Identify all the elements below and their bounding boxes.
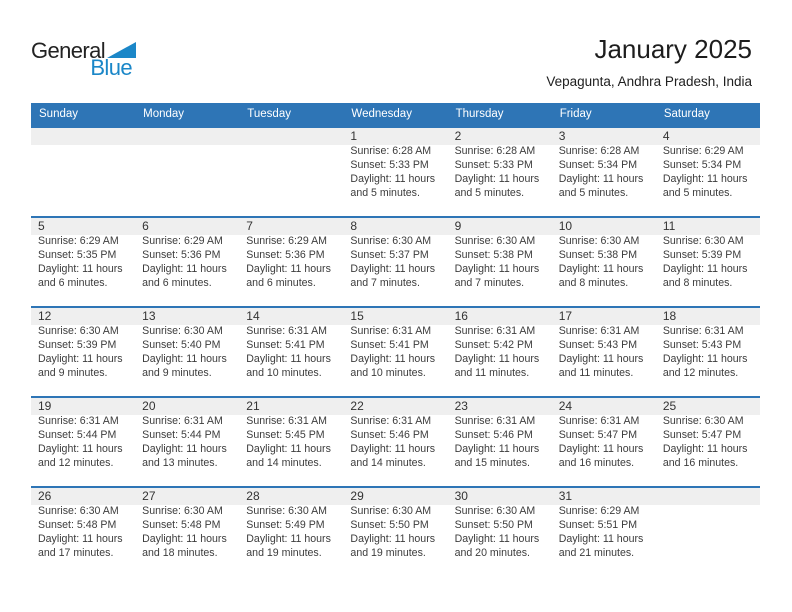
sun-info-line: Sunrise: 6:30 AM [350, 505, 432, 517]
sun-info-line: and 8 minutes. [558, 276, 629, 289]
sun-info-line: Sunset: 5:36 PM [142, 248, 221, 261]
sun-info-line: Daylight: 11 hours [142, 352, 227, 365]
sun-info-line: Sunrise: 6:30 AM [662, 415, 744, 427]
day-number: 23 [454, 399, 468, 413]
sun-info-line: and 9 minutes. [38, 366, 108, 379]
day-number [663, 488, 756, 505]
sun-info-line: and 14 minutes. [246, 456, 322, 469]
sun-info-line: Sunrise: 6:29 AM [142, 235, 223, 247]
sun-info-line: Sunset: 5:36 PM [246, 248, 325, 261]
sun-info-line: and 12 minutes. [662, 366, 739, 379]
sun-info-line: and 6 minutes. [246, 276, 316, 289]
day-number: 8 [350, 219, 358, 233]
sun-info-line: and 12 minutes. [38, 456, 114, 469]
day-number: 13 [142, 309, 156, 323]
sun-info-line: and 6 minutes. [142, 276, 212, 289]
day-cell [656, 308, 760, 396]
week-row [31, 216, 760, 306]
sun-info-line: Daylight: 11 hours [454, 532, 540, 545]
sun-info-line: Sunset: 5:44 PM [38, 428, 117, 441]
sun-info-line: Sunrise: 6:31 AM [350, 325, 432, 337]
day-number: 4 [662, 129, 670, 143]
logo-text-general: General [31, 38, 106, 63]
empty-day-cell [656, 488, 760, 576]
day-cell [656, 218, 760, 306]
sun-info-line: Sunset: 5:38 PM [558, 248, 638, 261]
sun-info-line: Sunset: 5:39 PM [662, 248, 742, 261]
sun-info-line: Sunrise: 6:30 AM [38, 325, 119, 337]
weekday-friday: Friday [559, 108, 592, 120]
day-cell [552, 218, 656, 306]
sun-info-line: Sunset: 5:46 PM [454, 428, 533, 441]
empty-day-cell [135, 128, 239, 216]
day-cell [552, 128, 656, 216]
sun-info-line: Sunrise: 6:31 AM [350, 415, 432, 427]
sun-info-line: Sunrise: 6:31 AM [142, 415, 223, 427]
sun-info-line: Sunrise: 6:30 AM [662, 235, 744, 247]
sun-info-line: Sunset: 5:41 PM [246, 338, 325, 351]
sun-info-line: and 17 minutes. [38, 546, 114, 559]
day-number: 6 [142, 219, 149, 233]
sun-info-line: Daylight: 11 hours [454, 262, 540, 275]
sun-info-line: Sunrise: 6:29 AM [558, 505, 640, 517]
day-number: 25 [662, 399, 677, 413]
empty-day-cell [239, 128, 343, 216]
sun-info-line: Sunset: 5:51 PM [558, 518, 638, 531]
day-number: 9 [454, 219, 462, 233]
sun-info-line: Sunset: 5:44 PM [142, 428, 221, 441]
sun-info-line: Sunrise: 6:30 AM [38, 505, 119, 517]
sun-info-line: Daylight: 11 hours [558, 532, 644, 545]
month-title: January 2025 [594, 34, 752, 64]
day-cell [448, 218, 552, 306]
sun-info-line: Sunrise: 6:29 AM [662, 145, 744, 157]
sun-info-line: and 21 minutes. [558, 546, 635, 559]
sun-info-line: Sunrise: 6:31 AM [662, 325, 744, 337]
sun-info-line: Daylight: 11 hours [662, 262, 748, 275]
day-number: 7 [246, 219, 253, 233]
day-number: 27 [142, 489, 156, 503]
day-number: 31 [558, 489, 573, 503]
sun-info-line: Sunset: 5:40 PM [142, 338, 221, 351]
day-cell [656, 398, 760, 486]
day-number: 5 [38, 219, 45, 233]
day-cell [31, 308, 135, 396]
sun-info-line: Sunset: 5:45 PM [246, 428, 325, 441]
sun-info-line: and 16 minutes. [558, 456, 635, 469]
sun-info-line: Sunrise: 6:31 AM [558, 325, 640, 337]
sun-info-line: Sunrise: 6:28 AM [558, 145, 640, 157]
sun-info-line: Daylight: 11 hours [142, 442, 227, 455]
sun-info-line: Daylight: 11 hours [142, 532, 227, 545]
sun-info-line: Sunrise: 6:29 AM [38, 235, 119, 247]
week-row [31, 486, 760, 576]
day-cell [552, 488, 656, 576]
location-subtitle: Vepagunta, Andhra Pradesh, India [546, 74, 752, 89]
sun-info-line: Sunrise: 6:30 AM [246, 505, 327, 517]
sun-info-line: Sunrise: 6:30 AM [558, 235, 640, 247]
sun-info-line: and 11 minutes. [558, 366, 634, 379]
sun-info-line: and 18 minutes. [142, 546, 218, 559]
day-cell [343, 218, 447, 306]
day-number: 30 [454, 489, 468, 503]
sun-info-line: Sunset: 5:38 PM [454, 248, 533, 261]
sun-info-line: and 5 minutes. [454, 186, 525, 199]
day-cell [239, 218, 343, 306]
sun-info-line: Daylight: 11 hours [662, 352, 748, 365]
calendar-weeks [31, 126, 760, 576]
day-cell [135, 218, 239, 306]
sun-info-line: and 20 minutes. [454, 546, 530, 559]
day-number: 22 [350, 399, 364, 413]
sun-info-line: Daylight: 11 hours [246, 352, 331, 365]
weekday-tuesday: Tuesday [247, 108, 291, 120]
day-cell [552, 398, 656, 486]
day-number: 12 [38, 309, 52, 323]
sun-info-line: Sunset: 5:33 PM [454, 158, 533, 171]
empty-day-cell [31, 128, 135, 216]
sun-info-line: and 15 minutes. [454, 456, 530, 469]
sun-info-line: Sunrise: 6:28 AM [350, 145, 432, 157]
day-number: 10 [558, 219, 573, 233]
sun-info-line: Sunset: 5:43 PM [662, 338, 742, 351]
day-number: 21 [246, 399, 260, 413]
day-cell [343, 128, 447, 216]
day-cell [552, 308, 656, 396]
day-number: 1 [350, 129, 358, 143]
sun-info-line: Daylight: 11 hours [662, 172, 748, 185]
day-cell [31, 218, 135, 306]
day-cell [448, 488, 552, 576]
sun-info-line: Sunrise: 6:31 AM [558, 415, 640, 427]
sun-info-line: Daylight: 11 hours [454, 442, 540, 455]
day-cell [343, 488, 447, 576]
day-cell [343, 308, 447, 396]
sun-info-line: Sunrise: 6:29 AM [246, 235, 327, 247]
weekday-wednesday: Wednesday [351, 108, 412, 120]
sun-info-line: Daylight: 11 hours [246, 442, 331, 455]
day-cell [135, 308, 239, 396]
day-number: 15 [350, 309, 364, 323]
sun-info-line: and 5 minutes. [662, 186, 733, 199]
day-cell [448, 308, 552, 396]
day-number: 29 [350, 489, 364, 503]
sun-info-line: Daylight: 11 hours [350, 262, 436, 275]
sun-info-line: Sunset: 5:37 PM [350, 248, 429, 261]
sun-info-line: Daylight: 11 hours [350, 352, 436, 365]
sun-info-line: and 13 minutes. [142, 456, 218, 469]
sun-info-line: and 19 minutes. [350, 546, 426, 559]
sun-info-line: Daylight: 11 hours [38, 442, 123, 455]
sun-info-line: and 7 minutes. [350, 276, 420, 289]
weekday-monday: Monday [143, 108, 185, 120]
sun-info-line: Daylight: 11 hours [350, 532, 436, 545]
sun-info-line: and 5 minutes. [350, 186, 420, 199]
sun-info-line: Sunset: 5:33 PM [350, 158, 429, 171]
sun-info-line: Sunset: 5:48 PM [142, 518, 221, 531]
day-number: 2 [454, 129, 462, 143]
sun-info-line: Sunset: 5:34 PM [558, 158, 638, 171]
sun-info-line: Sunset: 5:35 PM [38, 248, 117, 261]
weekday-saturday: Saturday [663, 108, 710, 120]
sun-info-line: and 7 minutes. [454, 276, 525, 289]
sun-info-line: Sunset: 5:42 PM [454, 338, 533, 351]
sun-info-line: Daylight: 11 hours [38, 352, 123, 365]
sun-info-line: Sunset: 5:50 PM [350, 518, 429, 531]
sun-info-line: Sunrise: 6:31 AM [38, 415, 119, 427]
sun-info-line: Sunset: 5:39 PM [38, 338, 117, 351]
sun-info-line: Sunrise: 6:30 AM [454, 505, 536, 517]
sun-info-line: and 10 minutes. [246, 366, 322, 379]
sun-info-line: Sunrise: 6:31 AM [454, 415, 536, 427]
sun-info-line: Sunset: 5:34 PM [662, 158, 742, 171]
day-cell [31, 488, 135, 576]
day-number: 20 [142, 399, 156, 413]
day-number: 3 [558, 129, 566, 143]
day-number [38, 128, 131, 145]
day-cell [448, 128, 552, 216]
day-cell [239, 308, 343, 396]
calendar-grid [31, 103, 760, 576]
day-number: 16 [454, 309, 468, 323]
sun-info-line: Daylight: 11 hours [350, 442, 436, 455]
sun-info-line: Daylight: 11 hours [38, 532, 123, 545]
day-cell [239, 398, 343, 486]
sun-info-line: Daylight: 11 hours [454, 352, 540, 365]
weekday-sunday: Sunday [39, 108, 79, 120]
day-number: 11 [662, 219, 676, 233]
sun-info-line: and 14 minutes. [350, 456, 426, 469]
week-row [31, 396, 760, 486]
day-cell [135, 488, 239, 576]
day-number: 26 [38, 489, 52, 503]
general-blue-logo [31, 40, 132, 79]
day-cell [239, 488, 343, 576]
title-block [546, 34, 752, 89]
sun-info-line: Sunrise: 6:30 AM [142, 325, 223, 337]
sun-info-line: Daylight: 11 hours [350, 172, 436, 185]
sun-info-line: Sunrise: 6:30 AM [350, 235, 432, 247]
logo-text-blue: Blue [90, 55, 132, 80]
day-number [142, 128, 235, 145]
day-number: 28 [246, 489, 260, 503]
week-row [31, 126, 760, 216]
sun-info-line: Sunrise: 6:31 AM [246, 325, 327, 337]
sun-info-line: and 9 minutes. [142, 366, 212, 379]
week-row [31, 306, 760, 396]
day-number [246, 128, 339, 145]
day-number: 19 [38, 399, 52, 413]
day-cell [31, 398, 135, 486]
day-number: 14 [246, 309, 260, 323]
day-cell [656, 128, 760, 216]
sun-info-line: Daylight: 11 hours [662, 442, 748, 455]
sun-info-line: Sunrise: 6:31 AM [246, 415, 327, 427]
day-number: 24 [558, 399, 573, 413]
weekday-thursday: Thursday [455, 108, 504, 120]
sun-info-line: Daylight: 11 hours [38, 262, 123, 275]
day-cell [135, 398, 239, 486]
sun-info-line: Daylight: 11 hours [454, 172, 540, 185]
sun-info-line: and 10 minutes. [350, 366, 426, 379]
sun-info-line: Sunrise: 6:31 AM [454, 325, 536, 337]
sun-info-line: and 5 minutes. [558, 186, 629, 199]
sun-info-line: and 8 minutes. [662, 276, 733, 289]
sun-info-line: Daylight: 11 hours [558, 172, 644, 185]
sun-info-line: Sunset: 5:49 PM [246, 518, 325, 531]
sun-info-line: Sunset: 5:50 PM [454, 518, 533, 531]
sun-info-line: and 19 minutes. [246, 546, 322, 559]
day-cell [343, 398, 447, 486]
sun-info-line: Daylight: 11 hours [246, 532, 331, 545]
sun-info-line: Daylight: 11 hours [142, 262, 227, 275]
sun-info-line: and 6 minutes. [38, 276, 108, 289]
sun-info-line: Sunset: 5:43 PM [558, 338, 638, 351]
sun-info-line: and 11 minutes. [454, 366, 530, 379]
weekday-header-row [31, 103, 760, 126]
sun-info-line: Sunrise: 6:30 AM [454, 235, 536, 247]
sun-info-line: Sunset: 5:41 PM [350, 338, 429, 351]
day-number: 18 [662, 309, 677, 323]
sun-info-line: Sunrise: 6:28 AM [454, 145, 536, 157]
sun-info-line: Sunset: 5:46 PM [350, 428, 429, 441]
sun-info-line: Daylight: 11 hours [558, 262, 644, 275]
day-number: 17 [558, 309, 573, 323]
day-cell [448, 398, 552, 486]
sun-info-line: Sunset: 5:47 PM [558, 428, 638, 441]
sun-info-line: Sunset: 5:48 PM [38, 518, 117, 531]
sun-info-line: Daylight: 11 hours [246, 262, 331, 275]
sun-info-line: Sunrise: 6:30 AM [142, 505, 223, 517]
sun-info-line: and 16 minutes. [662, 456, 739, 469]
sun-info-line: Daylight: 11 hours [558, 352, 644, 365]
sun-info-line: Sunset: 5:47 PM [662, 428, 742, 441]
sun-info-line: Daylight: 11 hours [558, 442, 644, 455]
